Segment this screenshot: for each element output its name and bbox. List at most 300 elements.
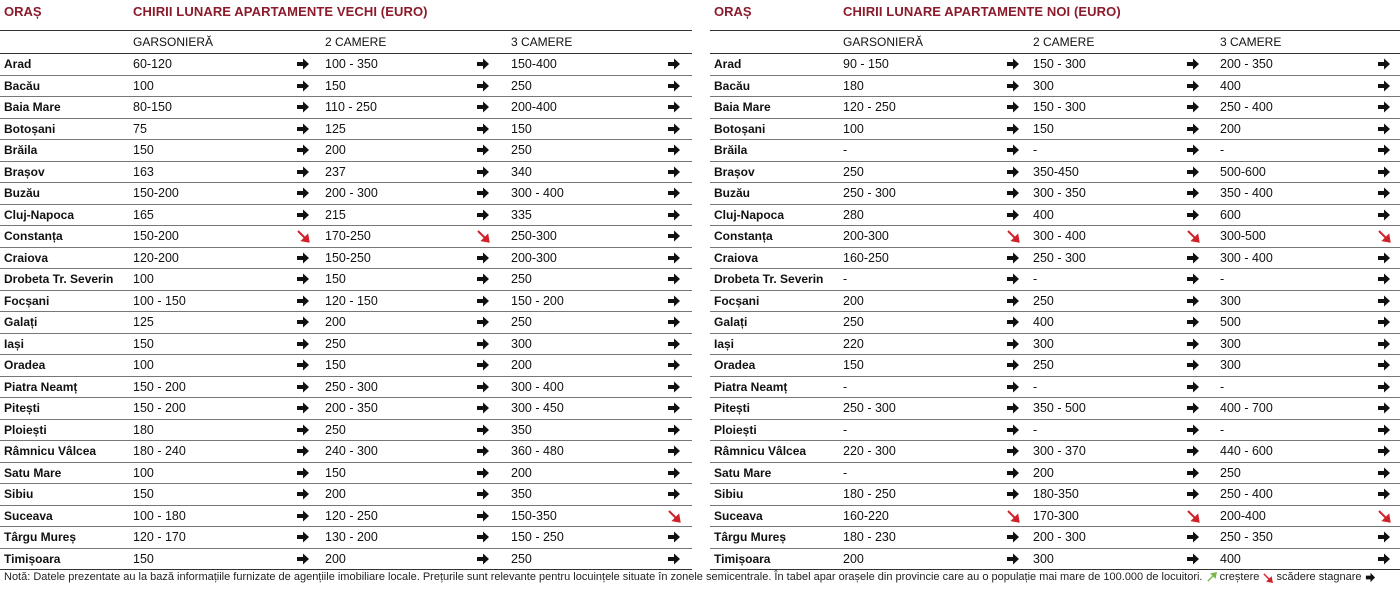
city-name: Ploiești bbox=[4, 422, 47, 437]
price-cell: 200 bbox=[843, 551, 864, 566]
price-cell: 250 - 300 bbox=[325, 379, 378, 394]
right-arrow-icon bbox=[476, 251, 490, 265]
price-cell: 200 - 350 bbox=[325, 401, 378, 415]
right-arrow-icon bbox=[667, 272, 681, 286]
right-arrow-icon bbox=[1006, 466, 1020, 480]
right-arrow-icon bbox=[1006, 487, 1020, 501]
right-arrow-icon bbox=[476, 143, 490, 157]
right-arrow-icon bbox=[476, 358, 490, 372]
price-cell: 150 bbox=[325, 272, 346, 286]
right-arrow-icon bbox=[476, 272, 490, 286]
city-name: Brașov bbox=[4, 164, 45, 179]
price-cell: 250 bbox=[511, 315, 532, 329]
price-cell: - bbox=[843, 143, 848, 157]
right-arrow-icon bbox=[1186, 208, 1200, 222]
right-arrow-icon bbox=[296, 208, 310, 222]
city-name: Suceava bbox=[4, 508, 53, 523]
right-arrow-icon bbox=[1006, 423, 1020, 437]
table-row bbox=[710, 54, 1400, 76]
table-row bbox=[0, 441, 692, 463]
price-cell: 163 bbox=[133, 164, 154, 179]
price-cell: 170-250 bbox=[325, 229, 371, 243]
price-cell: 400 - 700 bbox=[1220, 401, 1273, 415]
right-arrow-icon bbox=[1186, 251, 1200, 265]
table-row bbox=[0, 119, 692, 141]
right-arrow-icon bbox=[1006, 79, 1020, 93]
table-row bbox=[710, 97, 1400, 119]
price-cell: 125 bbox=[133, 315, 154, 329]
right-arrow-icon bbox=[296, 358, 310, 372]
price-cell: 300 bbox=[1220, 358, 1241, 372]
price-cell: 180 - 240 bbox=[133, 444, 186, 458]
price-cell: - bbox=[843, 465, 848, 480]
price-cell: - bbox=[843, 272, 848, 286]
price-cell: 200-400 bbox=[511, 100, 557, 114]
price-cell: 150-250 bbox=[325, 250, 371, 265]
price-cell: 500 bbox=[1220, 315, 1241, 329]
city-name: Drobeta Tr. Severin bbox=[4, 272, 114, 286]
right-arrow-icon bbox=[296, 401, 310, 415]
right-arrow-icon bbox=[1006, 122, 1020, 136]
table-row bbox=[0, 54, 692, 76]
right-arrow-icon bbox=[296, 251, 310, 265]
down-arrow-icon bbox=[1377, 229, 1391, 243]
price-cell: 250-300 bbox=[511, 229, 557, 243]
price-cell: 200 bbox=[511, 465, 532, 480]
table-header bbox=[710, 0, 1400, 31]
right-arrow-icon bbox=[667, 122, 681, 136]
footnote bbox=[4, 571, 1398, 583]
price-cell: 75 bbox=[133, 121, 147, 136]
price-cell: 130 - 200 bbox=[325, 530, 378, 544]
column-subheader bbox=[710, 31, 1400, 54]
right-arrow-icon bbox=[1377, 100, 1391, 114]
price-cell: 300 - 400 bbox=[511, 186, 564, 200]
price-cell: 250 bbox=[511, 272, 532, 286]
price-cell: 400 bbox=[1033, 207, 1054, 222]
city-name: Botoșani bbox=[714, 121, 766, 136]
price-cell: 250 bbox=[1033, 358, 1054, 372]
right-arrow-icon bbox=[1377, 466, 1391, 480]
price-cell: 150 - 300 bbox=[1033, 57, 1086, 71]
table-row bbox=[0, 377, 692, 399]
city-name: Satu Mare bbox=[714, 465, 772, 480]
down-arrow-icon bbox=[1186, 509, 1200, 523]
price-cell: 110 - 250 bbox=[325, 100, 377, 114]
price-cell: 150 - 200 bbox=[133, 379, 186, 394]
right-arrow-icon bbox=[667, 530, 681, 544]
city-name: Timișoara bbox=[714, 551, 771, 566]
table-row bbox=[0, 205, 692, 227]
right-arrow-icon bbox=[296, 186, 310, 200]
price-cell: 170-300 bbox=[1033, 508, 1079, 523]
right-arrow-icon bbox=[1377, 186, 1391, 200]
table-row bbox=[710, 355, 1400, 377]
right-arrow-icon bbox=[667, 251, 681, 265]
price-cell: 350-450 bbox=[1033, 164, 1079, 179]
right-arrow-icon bbox=[476, 423, 490, 437]
right-arrow-icon bbox=[667, 444, 681, 458]
price-cell: 400 bbox=[1033, 315, 1054, 329]
price-cell: 250 - 350 bbox=[1220, 530, 1273, 544]
right-arrow-icon bbox=[296, 79, 310, 93]
price-cell: 300 bbox=[1033, 336, 1054, 351]
right-arrow-icon bbox=[476, 530, 490, 544]
price-cell: 200 bbox=[325, 315, 346, 329]
right-arrow-icon bbox=[1186, 444, 1200, 458]
price-cell: 125 bbox=[325, 121, 346, 136]
table-row bbox=[0, 312, 692, 334]
right-arrow-icon bbox=[1186, 186, 1200, 200]
price-cell: 250 bbox=[325, 336, 346, 351]
city-name: Drobeta Tr. Severin bbox=[714, 272, 824, 286]
price-cell: 350 bbox=[511, 487, 532, 501]
right-arrow-icon bbox=[476, 122, 490, 136]
table-row bbox=[0, 183, 692, 205]
table-header bbox=[0, 0, 692, 31]
table-row bbox=[0, 269, 692, 291]
city-name: Sibiu bbox=[714, 487, 744, 501]
right-arrow-icon bbox=[1186, 423, 1200, 437]
price-cell: 300 bbox=[1033, 551, 1054, 566]
right-arrow-icon bbox=[1186, 380, 1200, 394]
table-row bbox=[0, 334, 692, 356]
price-cell: 200 bbox=[843, 293, 864, 308]
price-cell: 150 - 200 bbox=[511, 293, 564, 308]
column-subheader bbox=[0, 31, 692, 54]
table-row bbox=[0, 420, 692, 442]
city-name: Constanța bbox=[4, 229, 63, 243]
city-name: Craiova bbox=[4, 250, 49, 265]
down-arrow-icon bbox=[1186, 229, 1200, 243]
table-row bbox=[0, 248, 692, 270]
right-arrow-icon bbox=[1377, 444, 1391, 458]
city-name: Focșani bbox=[4, 293, 50, 308]
price-cell: 100 bbox=[133, 465, 154, 480]
right-arrow-icon bbox=[1006, 294, 1020, 308]
city-name: Constanța bbox=[714, 229, 773, 243]
right-arrow-icon bbox=[667, 100, 681, 114]
right-arrow-icon bbox=[1377, 358, 1391, 372]
price-cell: 100 - 150 bbox=[133, 293, 186, 308]
right-arrow-icon bbox=[1186, 530, 1200, 544]
right-arrow-icon bbox=[1377, 552, 1391, 566]
city-name: Craiova bbox=[714, 250, 759, 265]
city-name: Râmnicu Vâlcea bbox=[4, 444, 97, 458]
price-cell: 250 bbox=[511, 78, 532, 93]
price-cell: 250 - 400 bbox=[1220, 100, 1273, 114]
right-arrow-icon bbox=[1377, 380, 1391, 394]
right-arrow-icon bbox=[476, 487, 490, 501]
table-row bbox=[710, 377, 1400, 399]
price-cell: 350 bbox=[511, 422, 532, 437]
right-arrow-icon bbox=[1006, 380, 1020, 394]
price-cell: 200-300 bbox=[511, 250, 557, 265]
price-cell: 120 - 250 bbox=[325, 508, 378, 523]
price-cell: 90 - 150 bbox=[843, 57, 889, 71]
right-arrow-icon bbox=[476, 444, 490, 458]
city-name: Arad bbox=[714, 57, 742, 71]
col-3-camere: 3 CAMERE bbox=[1220, 35, 1282, 49]
table-row bbox=[0, 97, 692, 119]
table-row bbox=[710, 441, 1400, 463]
price-cell: - bbox=[1033, 379, 1038, 394]
price-cell: 300 - 400 bbox=[1220, 250, 1273, 265]
right-arrow-icon bbox=[296, 552, 310, 566]
right-arrow-icon bbox=[1006, 444, 1020, 458]
price-cell: 160-250 bbox=[843, 250, 889, 265]
price-cell: 300 bbox=[1033, 78, 1054, 93]
right-arrow-icon bbox=[1186, 165, 1200, 179]
price-cell: 250 - 300 bbox=[843, 401, 896, 415]
city-column-header: ORAȘ bbox=[714, 4, 752, 19]
right-arrow-icon bbox=[1006, 272, 1020, 286]
right-arrow-icon bbox=[667, 358, 681, 372]
price-cell: 120 - 170 bbox=[133, 530, 186, 544]
table-row bbox=[710, 506, 1400, 528]
city-name: Râmnicu Vâlcea bbox=[714, 444, 807, 458]
price-cell: 150 bbox=[325, 465, 346, 480]
table-row bbox=[710, 484, 1400, 506]
right-arrow-icon bbox=[1377, 487, 1391, 501]
right-arrow-icon bbox=[1377, 337, 1391, 351]
right-arrow-icon bbox=[1186, 358, 1200, 372]
right-arrow-icon bbox=[1186, 57, 1200, 71]
col-garsoniera: GARSONIERĂ bbox=[133, 35, 214, 49]
city-name: Ploiești bbox=[714, 422, 757, 437]
right-arrow-icon bbox=[296, 315, 310, 329]
right-arrow-icon bbox=[296, 380, 310, 394]
city-name: Piatra Neamț bbox=[4, 379, 78, 394]
price-cell: 600 bbox=[1220, 207, 1241, 222]
table-row bbox=[0, 226, 692, 248]
price-cell: 100 - 350 bbox=[325, 57, 378, 71]
price-cell: 200 bbox=[325, 487, 346, 501]
right-arrow-icon bbox=[476, 401, 490, 415]
price-cell: 350 - 400 bbox=[1220, 186, 1273, 200]
down-arrow-icon bbox=[1006, 509, 1020, 523]
city-name: Brăila bbox=[4, 143, 38, 157]
right-arrow-icon bbox=[296, 466, 310, 480]
price-cell: 250 bbox=[511, 143, 532, 157]
price-cell: 335 bbox=[511, 207, 532, 222]
table-row bbox=[710, 248, 1400, 270]
right-arrow-icon bbox=[1186, 294, 1200, 308]
right-arrow-icon bbox=[296, 294, 310, 308]
city-column-header: ORAȘ bbox=[4, 4, 42, 19]
right-arrow-icon bbox=[1377, 530, 1391, 544]
price-cell: 280 bbox=[843, 207, 864, 222]
price-cell: 150 - 200 bbox=[133, 401, 186, 415]
price-cell: 160-220 bbox=[843, 508, 889, 523]
table-new-apartments bbox=[710, 0, 1400, 570]
right-arrow-icon bbox=[1186, 100, 1200, 114]
price-cell: 120 - 150 bbox=[325, 293, 378, 308]
right-arrow-icon bbox=[1186, 315, 1200, 329]
col-garsoniera: GARSONIERĂ bbox=[843, 35, 924, 49]
price-cell: 240 - 300 bbox=[325, 444, 378, 458]
table-old-apartments bbox=[0, 0, 692, 570]
price-cell: 360 - 480 bbox=[511, 444, 564, 458]
right-arrow-icon bbox=[1186, 272, 1200, 286]
right-arrow-icon bbox=[1377, 423, 1391, 437]
right-arrow-icon bbox=[476, 186, 490, 200]
price-cell: 250 - 300 bbox=[1033, 250, 1086, 265]
price-cell: 400 bbox=[1220, 78, 1241, 93]
right-arrow-icon bbox=[1365, 572, 1376, 583]
price-cell: 300 - 350 bbox=[1033, 186, 1086, 200]
price-cell: 300 bbox=[511, 336, 532, 351]
price-cell: 440 - 600 bbox=[1220, 444, 1273, 458]
city-name: Iași bbox=[4, 336, 25, 351]
price-cell: 250 bbox=[1220, 465, 1241, 480]
price-cell: 150 bbox=[133, 143, 154, 157]
city-name: Galați bbox=[4, 315, 38, 329]
legend-up-label: creștere bbox=[1219, 571, 1260, 583]
right-arrow-icon bbox=[1006, 143, 1020, 157]
price-cell: 200-400 bbox=[1220, 508, 1266, 523]
right-arrow-icon bbox=[476, 315, 490, 329]
price-cell: 300 - 400 bbox=[511, 379, 564, 394]
price-cell: 150 bbox=[133, 336, 154, 351]
right-arrow-icon bbox=[667, 229, 681, 243]
right-arrow-icon bbox=[476, 208, 490, 222]
right-arrow-icon bbox=[296, 423, 310, 437]
right-arrow-icon bbox=[476, 337, 490, 351]
price-cell: 180 bbox=[133, 422, 154, 437]
table-row bbox=[710, 527, 1400, 549]
price-cell: 100 bbox=[133, 358, 154, 372]
price-cell: 200 bbox=[325, 143, 346, 157]
price-cell: 250 - 400 bbox=[1220, 487, 1273, 501]
right-arrow-icon bbox=[1377, 122, 1391, 136]
city-name: Buzău bbox=[714, 186, 750, 200]
right-arrow-icon bbox=[667, 401, 681, 415]
right-arrow-icon bbox=[296, 509, 310, 523]
price-cell: 300 - 370 bbox=[1033, 444, 1086, 458]
right-arrow-icon bbox=[667, 208, 681, 222]
table-row bbox=[710, 334, 1400, 356]
city-name: Brăila bbox=[714, 143, 748, 157]
right-arrow-icon bbox=[476, 552, 490, 566]
right-arrow-icon bbox=[1377, 143, 1391, 157]
right-arrow-icon bbox=[296, 100, 310, 114]
down-arrow-icon bbox=[1006, 229, 1020, 243]
price-cell: 250 bbox=[1033, 293, 1054, 308]
city-name: Galați bbox=[714, 315, 748, 329]
city-name: Arad bbox=[4, 57, 32, 71]
table-body bbox=[710, 54, 1400, 570]
right-arrow-icon bbox=[1377, 251, 1391, 265]
up-arrow-icon bbox=[1206, 572, 1217, 583]
price-cell: 300 - 450 bbox=[511, 401, 564, 415]
right-arrow-icon bbox=[296, 444, 310, 458]
col-2-camere: 2 CAMERE bbox=[1033, 35, 1095, 49]
price-cell: 165 bbox=[133, 207, 154, 222]
col-2-camere: 2 CAMERE bbox=[325, 35, 387, 49]
city-name: Târgu Mureș bbox=[4, 530, 77, 544]
right-arrow-icon bbox=[476, 79, 490, 93]
price-cell: 180 - 250 bbox=[843, 487, 896, 501]
right-arrow-icon bbox=[1186, 337, 1200, 351]
price-cell: 400 bbox=[1220, 551, 1241, 566]
table-row bbox=[710, 549, 1400, 571]
right-arrow-icon bbox=[1186, 79, 1200, 93]
right-arrow-icon bbox=[1186, 552, 1200, 566]
table-row bbox=[710, 463, 1400, 485]
footnote-text: Notă: Datele prezentate au la bază informațiile furnizate de agențiile imobiliare locale. Prețurile sunt relevante pentru locuințele situate în zonele semicentrale. În tabel apar orașele din provincie care au o populație mai mare de 100.000 de locuitori. bbox=[4, 571, 1203, 583]
price-cell: 200 - 350 bbox=[1220, 57, 1273, 71]
price-cell: 120-200 bbox=[133, 250, 179, 265]
right-arrow-icon bbox=[296, 122, 310, 136]
price-cell: - bbox=[1033, 422, 1038, 437]
price-cell: 150 - 250 bbox=[511, 530, 564, 544]
table-row bbox=[710, 312, 1400, 334]
right-arrow-icon bbox=[476, 294, 490, 308]
right-arrow-icon bbox=[1377, 272, 1391, 286]
price-cell: - bbox=[1033, 143, 1038, 157]
city-name: Sibiu bbox=[4, 487, 34, 501]
table-row bbox=[0, 162, 692, 184]
price-cell: 300 - 400 bbox=[1033, 229, 1086, 243]
price-cell: 200 bbox=[1033, 465, 1054, 480]
price-cell: 150 bbox=[325, 358, 346, 372]
table-row bbox=[710, 162, 1400, 184]
price-cell: - bbox=[843, 422, 848, 437]
right-arrow-icon bbox=[667, 294, 681, 308]
table-row bbox=[710, 205, 1400, 227]
right-arrow-icon bbox=[296, 487, 310, 501]
price-cell: - bbox=[843, 379, 848, 394]
right-arrow-icon bbox=[667, 423, 681, 437]
right-arrow-icon bbox=[667, 487, 681, 501]
table-row bbox=[710, 226, 1400, 248]
right-arrow-icon bbox=[1377, 57, 1391, 71]
down-arrow-icon bbox=[667, 509, 681, 523]
price-cell: 200 bbox=[325, 551, 346, 566]
price-cell: 250 bbox=[843, 164, 864, 179]
down-arrow-icon bbox=[1262, 572, 1273, 583]
right-arrow-icon bbox=[296, 57, 310, 71]
price-cell: 250 bbox=[843, 315, 864, 329]
city-name: Iași bbox=[714, 336, 735, 351]
table-title: CHIRII LUNARE APARTAMENTE NOI (EURO) bbox=[843, 4, 1121, 19]
city-name: Baia Mare bbox=[714, 100, 771, 114]
table-row bbox=[710, 269, 1400, 291]
legend-flat-label: stagnare bbox=[1318, 571, 1362, 583]
table-row bbox=[0, 463, 692, 485]
price-cell: 150 bbox=[511, 121, 532, 136]
right-arrow-icon bbox=[476, 509, 490, 523]
price-cell: - bbox=[1220, 143, 1225, 157]
city-name: Oradea bbox=[4, 358, 46, 372]
right-arrow-icon bbox=[667, 337, 681, 351]
table-row bbox=[0, 549, 692, 571]
table-row bbox=[710, 398, 1400, 420]
right-arrow-icon bbox=[667, 466, 681, 480]
table-row bbox=[0, 76, 692, 98]
price-cell: 220 - 300 bbox=[843, 444, 896, 458]
price-cell: 150 bbox=[133, 487, 154, 501]
right-arrow-icon bbox=[667, 57, 681, 71]
table-row bbox=[0, 484, 692, 506]
right-arrow-icon bbox=[1006, 401, 1020, 415]
price-cell: 200 - 300 bbox=[1033, 530, 1086, 544]
table-row bbox=[710, 76, 1400, 98]
right-arrow-icon bbox=[1377, 79, 1391, 93]
right-arrow-icon bbox=[1377, 315, 1391, 329]
city-name: Pitești bbox=[4, 401, 41, 415]
